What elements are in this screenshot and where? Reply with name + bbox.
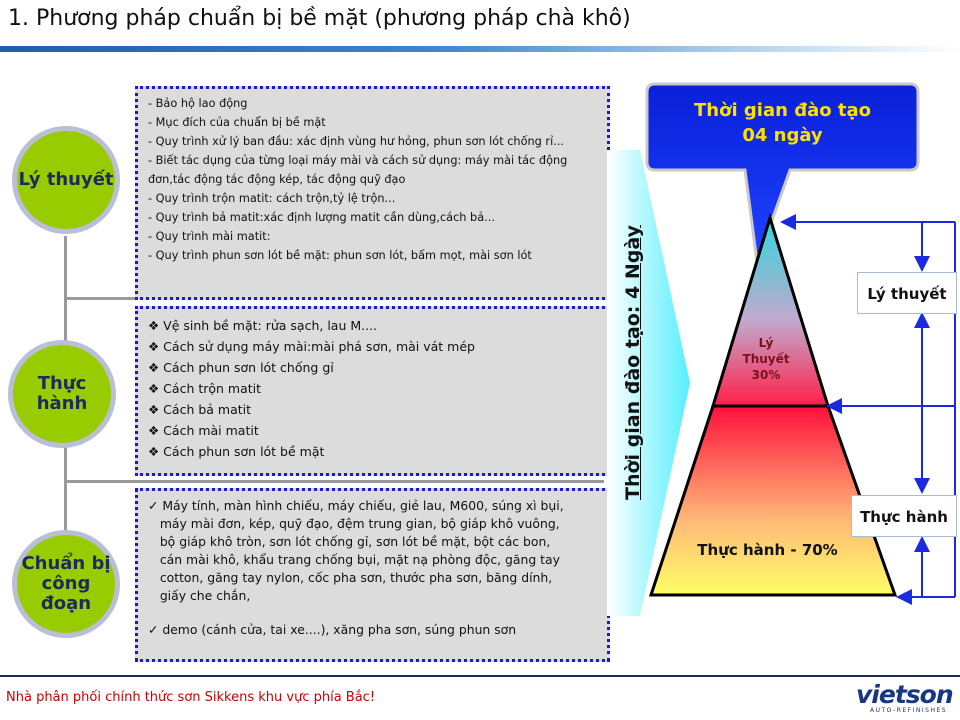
list-item: ✓ Máy tính, màn hình chiếu, máy chiếu, giẻ lau, M600, súng xì bụi, (148, 498, 564, 513)
list-item: ❖ Cách phun sơn lót bề mặt (148, 444, 325, 459)
list-item: - Quy trình trộn matit: cách trộn,tỷ lệ trộn... (148, 192, 396, 205)
stage-practice-label: Thực hành (36, 373, 88, 414)
stage-prep-label: Chuẩn bị công đoạn (21, 553, 111, 614)
side-label-practice: Thực hành (851, 495, 957, 537)
footer-divider (0, 675, 960, 677)
vietson-logo: vietson AUTO-REFINISHES (856, 680, 953, 714)
callout-text (650, 98, 915, 148)
list-item: - Quy trình xử lý ban đầu: xác định vùng hư hỏng, phun sơn lót chống rỉ... (148, 135, 564, 148)
list-item: ❖ Cách phun sơn lót chống gỉ (148, 360, 334, 375)
side-label-theory: Lý thuyết (857, 272, 957, 314)
list-item: - Biết tác dụng của từng loại máy mài và cách sử dụng: máy mài tác động (148, 154, 568, 167)
prep-demo-item: ✓ demo (cánh cửa, tai xe....), xăng pha sơn, súng phun sơn (148, 622, 517, 637)
list-item: cotton, găng tay nylon, cốc pha sơn, thước pha sơn, băng dính, (148, 570, 553, 585)
pyramid-bottom-label: Thực hành - 70% (697, 541, 838, 559)
footer-text: Nhà phân phối chính thức sơn Sikkens khu vực phía Bắc! (6, 690, 376, 705)
list-item: ❖ Vệ sinh bề mặt: rửa sạch, lau M.... (148, 318, 378, 333)
list-item: máy mài đơn, kép, quỹ đạo, đệm trung gian, bộ giáp khô vuông, (148, 516, 560, 531)
list-item: - Mục đích của chuẩn bị bề mặt (148, 116, 326, 129)
list-item: ❖ Cách mài matit (148, 423, 259, 438)
list-item: ❖ Cách trộn matit (148, 381, 262, 396)
list-item: bộ giáp khô tròn, sơn lót chống gỉ, sơn lót bề mặt, bột các bon, (148, 534, 551, 549)
list-item: - Quy trình bả matit:xác định lượng matit cần dùng,cách bả... (148, 211, 495, 224)
list-item: ❖ Cách bả matit (148, 402, 252, 417)
pyramid-top-label: Lý Thuyết 30% (742, 336, 790, 382)
list-item: - Quy trình phun sơn lót bề mặt: phun sơn lót, bấm mọt, mài sơn lót (148, 249, 532, 262)
list-item: cán mài khô, khẩu trang chống bụi, mặt nạ phòng độc, găng tay (148, 552, 560, 567)
list-item: đơn,tác động tác động kép, tác động quỹ đạo (148, 173, 406, 186)
callout-line-2: 04 ngày (742, 125, 823, 146)
list-item: ❖ Cách sử dụng máy mài:mài phá sơn, mài vát mép (148, 339, 475, 354)
list-item: giấy che chắn, (148, 588, 251, 603)
list-item: - Bảo hộ lao động (148, 97, 248, 110)
list-item: - Quy trình mài matit: (148, 230, 271, 243)
stage-theory-label: Lý thuyết (18, 169, 114, 190)
duration-bar-text: Thời gian đào tạo: 4 Ngày (622, 225, 644, 500)
callout-line-1: Thời gian đào tạo (694, 100, 871, 121)
slide-title: 1. Phương pháp chuẩn bị bề mặt (phương pháp chà khô) (8, 6, 631, 31)
